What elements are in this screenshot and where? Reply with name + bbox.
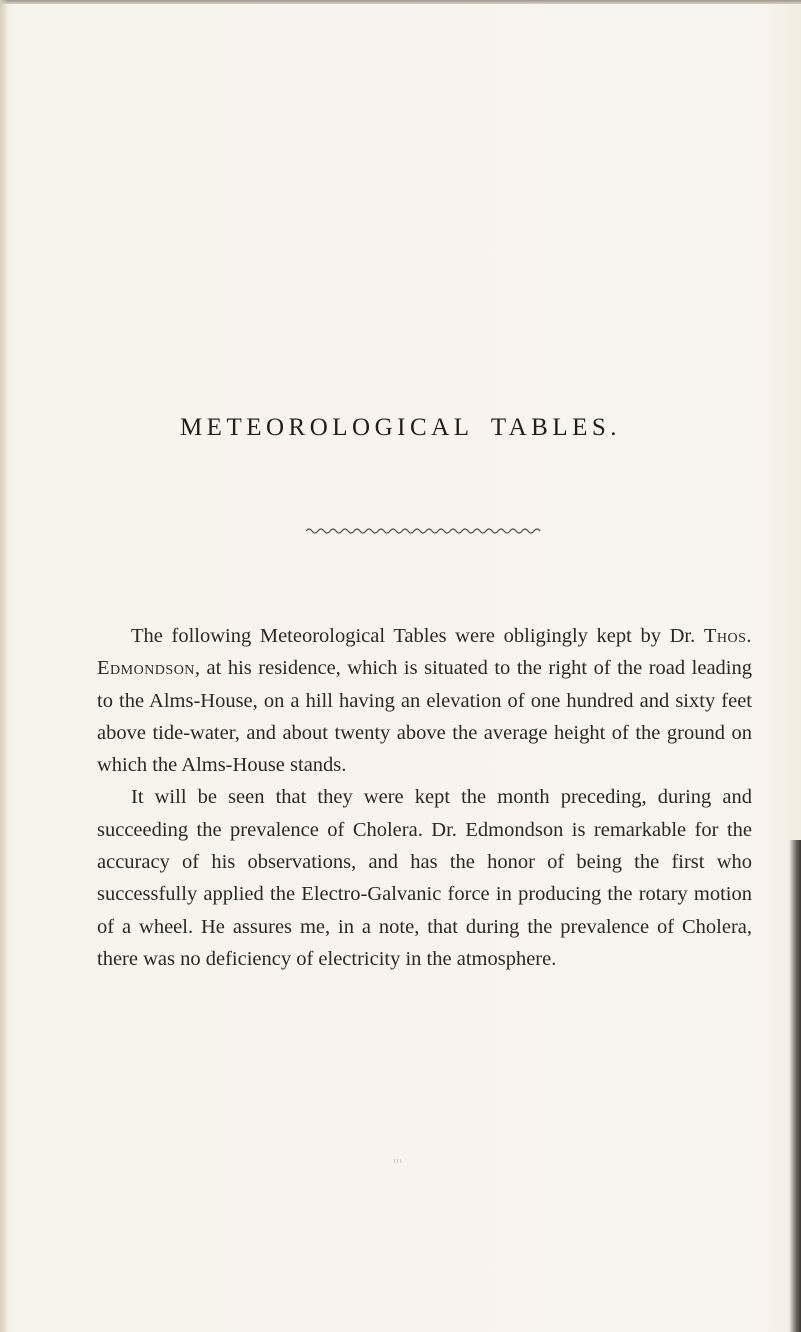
page-title: METEOROLOGICAL TABLES. (179, 414, 622, 441)
page-top-edge (0, 0, 801, 4)
body-text (97, 620, 752, 975)
page-left-edge (0, 0, 8, 1332)
stray-mark-icon (393, 1158, 403, 1164)
paragraph-1-rest: , at his residence, which is situated to the right of the road leading to the Alms-House, on a hill having an elevation of one hundred and sixty feet above tide-water, and about twenty above the average height of the ground on which the Alms-House stands. (97, 657, 752, 777)
paragraph-1 (97, 620, 752, 781)
binding-shadow (789, 840, 801, 1332)
paragraph-1-intro: The following Meteorological Tables were obligingly kept by Dr. (131, 625, 704, 647)
wavy-rule-icon (306, 526, 542, 536)
observer-name: Thos. Edmondson (97, 625, 752, 680)
paragraph-2: It will be seen that they were kept the month preceding, during and succeeding the prevalence of Cholera. Dr. Edmondson is remarkable for the accuracy of his observations, and has the honor of being the first who successfully applied the Electro-Galvanic force in producing the rotary motion of a wheel. He assures me, in a note, that during the prevalence of Cholera, there was no deficiency of electricity in the atmosphere. (97, 786, 752, 970)
